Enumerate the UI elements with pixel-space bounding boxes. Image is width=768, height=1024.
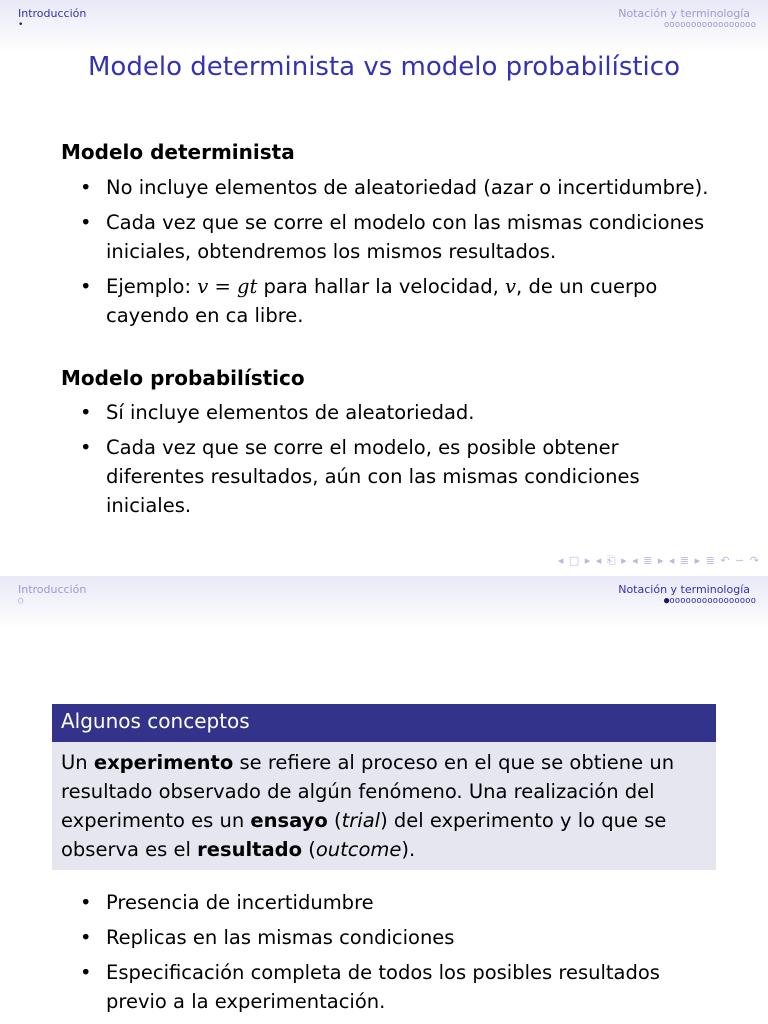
slide-2	[0, 576, 768, 1024]
bullet-icon: •	[80, 926, 92, 949]
block-body	[52, 742, 716, 870]
list-item: • Ejemplo: v = gt para hallar la velocidad, v, de un cuerpo cayendo en ca libre.	[80, 272, 720, 330]
list-item: • Presencia de incertidumbre	[80, 888, 720, 917]
concepts-list	[80, 888, 720, 1022]
equation: v = gt	[197, 275, 258, 298]
deterministic-list	[80, 173, 720, 336]
list-item: • Cada vez que se corre el modelo con las mismas condiciones iniciales, obtendremos los mismos resultados.	[80, 208, 720, 266]
list-item: • Cada vez que se corre el modelo, es posible obtener diferentes resultados, aún con las mismas condiciones iniciales.	[80, 433, 720, 520]
list-item: • No incluye elementos de aleatoriedad (azar o incertidumbre).	[80, 173, 720, 202]
list-item: • Especificación completa de todos los posibles resultados previo a la experimentación.	[80, 958, 720, 1016]
heading-probabilistic: Modelo probabilístico	[61, 366, 305, 390]
heading-deterministic: Modelo determinista	[61, 140, 295, 164]
bullet-icon: •	[80, 436, 92, 459]
nav-section-introduccion[interactable]: Introducción	[18, 583, 87, 596]
nav-section-notacion[interactable]: Notación y terminología	[618, 7, 750, 20]
nav-section-introduccion[interactable]: Introducción	[18, 7, 87, 20]
bullet-icon: •	[80, 961, 92, 984]
other-slide-dots[interactable]: oooooooooooooooo	[669, 596, 756, 606]
bullet-icon: •	[80, 176, 92, 199]
list-item: • Replicas en las mismas condiciones	[80, 923, 720, 952]
block-text: Un experimento se refiere al proceso en el que se obtiene un resultado observado de algún fenómeno. Una realización del experimento es un ensayo (trial) del experimento y lo que se observa es el resultado (outcome).	[61, 751, 675, 861]
probabilistic-list	[80, 398, 720, 526]
current-slide-dot[interactable]: ●	[663, 596, 670, 606]
bullet-icon: •	[80, 891, 92, 914]
nav-dots-left[interactable]: •	[18, 20, 24, 30]
variable: v	[505, 275, 517, 298]
list-item: • Sí incluye elementos de aleatoriedad.	[80, 398, 720, 427]
block-header	[52, 704, 716, 742]
nav-dots-left[interactable]: ○	[18, 596, 24, 606]
bullet-icon: •	[80, 401, 92, 424]
block-title: Algunos conceptos	[61, 709, 250, 733]
navigation-symbols[interactable]: ◂ □ ▸ ◂ ⎗ ▸ ◂ ≣ ▸ ◂ ≣ ▸ ≣ ↶ ∽ ↷	[557, 554, 760, 567]
bullet-icon: •	[80, 211, 92, 234]
nav-dots-right[interactable]	[664, 596, 756, 606]
bullet-icon: •	[80, 275, 92, 298]
nav-dots-right[interactable]: ooooooooooooooooo	[663, 20, 756, 30]
nav-section-notacion[interactable]: Notación y terminología	[618, 583, 750, 596]
frame-title: Modelo determinista vs modelo probabilístico	[88, 52, 680, 82]
